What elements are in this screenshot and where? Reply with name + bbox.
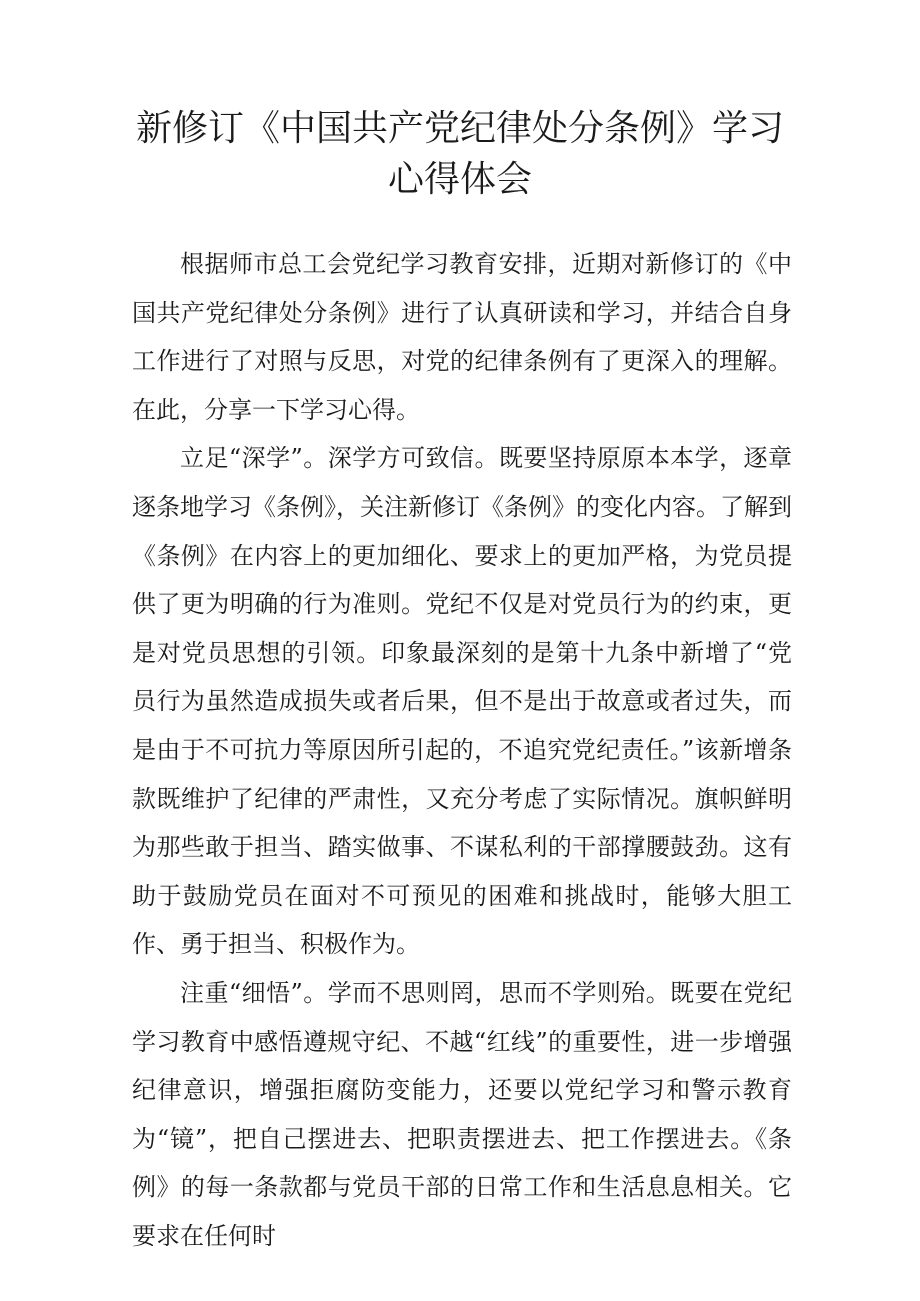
title-line-1: 新修订《中国共产党纪律处分条例》学习	[135, 108, 784, 149]
title-line-2: 心得体会	[387, 159, 532, 200]
paragraph-deep-study: 立足“深学”。深学方可致信。既要坚持原原本本学，逐章逐条地学习《条例》，关注新修订《条例》的变化内容。了解到《条例》在内容上的更加细化、要求上的更加严格，为党员提供了更为明确的行为准则。党纪不仅是对党员行为的约束，更是对党员思想的引领。印象最深刻的是第十九条中新增了“党员行为虽然造成损失或者后果，但不是出于故意或者过失，而是由于不可抗力等原因所引起的，不追究党纪责任。”该新增条款既维护了纪律的严肃性，又充分考虑了实际情况。旗帜鲜明为那些敢于担当、踏实做事、不谋私利的干部撑腰鼓劲。这有助于鼓励党员在面对不可预见的困难和挑战时，能够大胆工作、勇于担当、积极作为。	[132, 444, 792, 959]
paragraph-careful-reflection: 注重“细悟”。学而不思则罔，思而不学则殆。既要在党纪学习教育中感悟遵规守纪、不越“红线”的重要性，进一步增强纪律意识，增强拒腐防变能力，还要以党纪学习和警示教育为“镜”，把自己摆进去、把职责摆进去、把工作摆进去。《条例》的每一条款都与党员干部的日常工作和生活息息相关。它要求在任何时	[132, 978, 792, 1250]
paragraph-intro: 根据师市总工会党纪学习教育安排，近期对新修订的《中国共产党纪律处分条例》进行了认真研读和学习，并结合自身工作进行了对照与反思，对党的纪律条例有了更深入的理解。在此，分享一下学习心得。	[132, 250, 792, 424]
document-body	[132, 240, 792, 1260]
document-title	[0, 103, 920, 205]
